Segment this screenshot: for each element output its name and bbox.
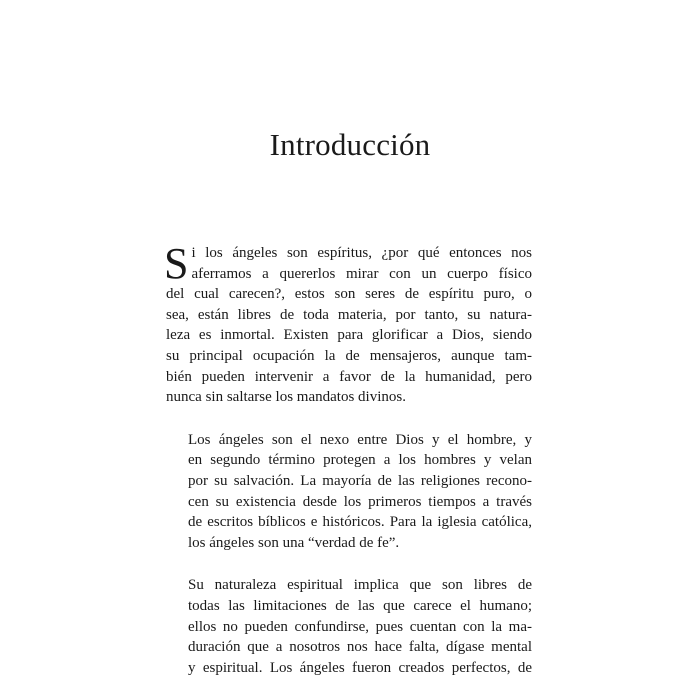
text-line: ellos no pueden confundirse, pues cuentan con la ma-	[188, 618, 532, 635]
text-line: Su naturaleza espiritual implica que son libres de	[188, 577, 532, 594]
text-line: por su salvación. La mayoría de las religiones recono-	[188, 472, 532, 489]
drop-cap: S	[164, 239, 189, 288]
paragraph-3	[166, 575, 532, 678]
text-line: bién pueden intervenir a favor de la humanidad, pero	[166, 368, 532, 385]
text-line: duración que a nosotros nos hace falta, dígase mental	[188, 639, 532, 656]
text-line: cen su existencia desde los primeros tiempos a través	[188, 493, 532, 510]
text-line: sea, están libres de toda materia, por tanto, su natura-	[166, 306, 532, 323]
text-line: los ángeles son una “verdad de fe”.	[188, 534, 400, 551]
text-line: leza es inmortal. Existen para glorificar a Dios, siendo	[166, 327, 532, 344]
paragraph-1	[164, 239, 532, 408]
text-line: todas las limitaciones de las que carece el humano;	[188, 597, 532, 614]
text-line: y espiritual. Los ángeles fueron creados perfectos, de	[188, 659, 532, 676]
paragraph-2	[166, 430, 532, 554]
text-line: i los ángeles son espíritus, ¿por qué entonces nos	[191, 245, 532, 261]
text-line: en segundo término protegen a los hombres y velan	[188, 452, 532, 469]
body-text	[164, 239, 532, 700]
text-line: su principal ocupación la de mensajeros, aunque tam-	[166, 347, 532, 364]
text-line: nunca sin saltarse los mandatos divinos.	[166, 389, 406, 406]
text-line: del cual carecen?, estos son seres de espíritu puro, o	[166, 286, 532, 303]
text-line: de escritos bíblicos e históricos. Para la iglesia católica,	[188, 514, 532, 531]
text-line: aferramos a quererlos mirar con un cuerpo físico	[191, 265, 532, 282]
text-line: Los ángeles son el nexo entre Dios y el hombre, y	[188, 431, 532, 448]
chapter-title: Introducción	[269, 127, 431, 162]
